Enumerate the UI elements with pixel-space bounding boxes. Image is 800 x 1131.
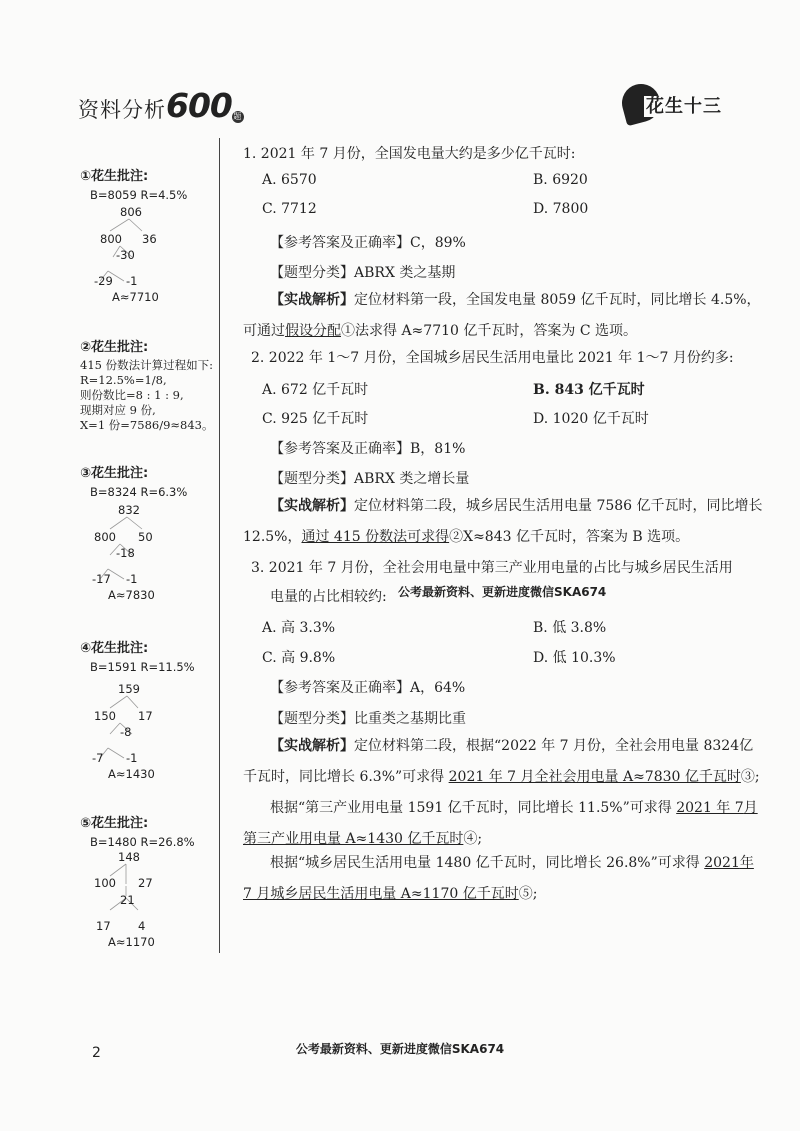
book-suffix: 题 bbox=[233, 112, 243, 121]
analysis-text: 亿千瓦时，同比增长 6.3%”可求得 bbox=[243, 738, 754, 785]
analysis-block bbox=[243, 491, 763, 553]
option-d: D. 7800 bbox=[533, 201, 589, 217]
analysis-underline: 年 7 月城乡居民生活用电量 A≈1170 亿千瓦时 bbox=[243, 855, 754, 902]
analysis-underline: 月第三产业用电量 A≈1430 亿千瓦时 bbox=[243, 800, 758, 847]
analysis-text: ⑤; bbox=[518, 886, 538, 902]
analysis-text: 增长 12.5%， bbox=[243, 498, 763, 545]
tree-node: -8 bbox=[120, 725, 132, 739]
book-title-text: 资料分析 bbox=[78, 98, 166, 122]
tree-result: A≈7710 bbox=[112, 290, 159, 304]
tree-node: -17 bbox=[92, 572, 111, 586]
tree-node: 21 bbox=[120, 893, 135, 907]
tree-node: 832 bbox=[118, 503, 140, 517]
analysis-text: 根据“第三产业用电量 1591 亿千瓦时，同比增长 11.5%”可求得 bbox=[270, 800, 677, 816]
option-b: B. 6920 bbox=[533, 172, 588, 188]
analysis-text: 可通过 bbox=[243, 323, 285, 339]
annotation-params: B=1480 R=26.8% bbox=[90, 835, 195, 849]
question-3-stem: 3. 2021 年 7 月份，全社会用电量中第三产业用电量的占比与城乡居民生活用 bbox=[251, 560, 733, 576]
option-c: C. 925 亿千瓦时 bbox=[262, 411, 369, 427]
calculation-tree bbox=[80, 850, 215, 950]
analysis-text: 根据“城乡居民生活用电量 1480 亿千瓦时，同比增长 26.8%”可求得 bbox=[270, 855, 705, 871]
annotation-line: X=1 份=7586/9≈843。 bbox=[80, 418, 214, 432]
analysis-label: 【实战解析】 bbox=[270, 292, 354, 308]
option-c: C. 7712 bbox=[262, 201, 317, 217]
answer-line: 【参考答案及正确率】C，89% bbox=[270, 235, 466, 251]
analysis-text: ④; bbox=[463, 831, 483, 847]
analysis-underline: 通过 415 份数法可求得 bbox=[301, 529, 450, 545]
analysis-block bbox=[243, 731, 763, 793]
tree-node: 27 bbox=[138, 876, 153, 890]
analysis-text: 定位材料第二段，城乡居民生活用电量 7586 亿千瓦时，同比 bbox=[354, 498, 735, 514]
tree-node: 17 bbox=[138, 709, 153, 723]
tree-node: 148 bbox=[118, 850, 140, 864]
analysis-underline: 假设分配 bbox=[285, 323, 341, 339]
tree-node: -29 bbox=[94, 274, 113, 288]
tree-node: 150 bbox=[94, 709, 116, 723]
category-line: 【题型分类】比重类之基期比重 bbox=[270, 711, 466, 727]
tree-node: -18 bbox=[116, 546, 135, 560]
answer-line: 【参考答案及正确率】B，81% bbox=[270, 441, 466, 457]
tree-node: 159 bbox=[118, 682, 140, 696]
tree-node: 800 bbox=[94, 530, 116, 544]
book-number: 600 bbox=[166, 86, 232, 125]
calculation-tree bbox=[80, 503, 215, 603]
page-number: 2 bbox=[92, 1045, 101, 1061]
tree-node: -1 bbox=[126, 572, 138, 586]
annotation-title: ②花生批注: bbox=[80, 340, 149, 355]
calculation-tree bbox=[80, 205, 215, 305]
answer-line: 【参考答案及正确率】A，64% bbox=[270, 680, 466, 696]
annotation-title: ⑤花生批注: bbox=[80, 816, 149, 831]
category-line: 【题型分类】ABRX 类之增长量 bbox=[270, 471, 470, 487]
column-divider bbox=[219, 138, 220, 953]
annotation-line: 则份数比=8 : 1 : 9, bbox=[80, 388, 184, 402]
tree-result: A≈1430 bbox=[108, 767, 155, 781]
tree-node: 17 bbox=[96, 919, 111, 933]
annotation-5 bbox=[80, 812, 215, 949]
option-d: D. 低 10.3% bbox=[533, 650, 616, 666]
annotation-params: B=1591 R=11.5% bbox=[90, 660, 195, 674]
analysis-text: 定位材料第一段，全国发电量 8059 亿千瓦时，同比增长 4.5%， bbox=[354, 292, 761, 308]
tree-node: -30 bbox=[116, 248, 135, 262]
tree-node: 36 bbox=[142, 232, 157, 246]
tree-node: -1 bbox=[126, 751, 138, 765]
analysis-label: 【实战解析】 bbox=[270, 498, 354, 514]
annotation-line: 现期对应 9 份, bbox=[80, 403, 156, 417]
annotation-4 bbox=[80, 637, 215, 781]
option-c: C. 高 9.8% bbox=[262, 650, 336, 666]
tree-result: A≈7830 bbox=[108, 588, 155, 602]
analysis-label: 【实战解析】 bbox=[270, 738, 354, 754]
analysis-underline: 2021 bbox=[704, 855, 740, 871]
tree-node: 50 bbox=[138, 530, 153, 544]
brand-name: 花生十三 bbox=[646, 96, 722, 117]
annotation-title: ①花生批注: bbox=[80, 169, 149, 184]
option-a: A. 6570 bbox=[262, 172, 317, 188]
annotation-3 bbox=[80, 462, 215, 602]
annotation-1 bbox=[80, 165, 215, 304]
tree-result: A≈1170 bbox=[108, 935, 155, 949]
option-b: B. 低 3.8% bbox=[533, 620, 607, 636]
option-b: B. 843 亿千瓦时 bbox=[533, 382, 645, 398]
annotation-2 bbox=[80, 336, 215, 433]
analysis-underline: 2021 年 7 bbox=[676, 800, 744, 816]
analysis-text: ③; bbox=[740, 769, 760, 785]
analysis-text: ①法求得 A≈7710 亿千瓦时，答案为 C 选项。 bbox=[341, 323, 637, 339]
option-a: A. 672 亿千瓦时 bbox=[262, 382, 369, 398]
question-1-stem: 1. 2021 年 7 月份，全国发电量大约是多少亿千瓦时: bbox=[243, 146, 576, 162]
calculation-tree bbox=[80, 682, 215, 782]
footer-watermark: 公考最新资料、更新进度微信SKA674 bbox=[295, 1042, 505, 1056]
tree-node: 4 bbox=[138, 919, 146, 933]
annotation-line: R=12.5%=1/8, bbox=[80, 373, 167, 387]
annotation-title: ③花生批注: bbox=[80, 466, 149, 481]
tree-node: 800 bbox=[100, 232, 122, 246]
analysis-underline: 2021 年 7 月全社会用电量 A≈7830 亿千瓦时 bbox=[448, 769, 741, 785]
tree-node: 100 bbox=[94, 876, 116, 890]
tree-node: -7 bbox=[92, 751, 104, 765]
annotation-line: 415 份数法计算过程如下: bbox=[80, 358, 213, 372]
tree-node: -1 bbox=[126, 274, 138, 288]
book-title bbox=[78, 86, 244, 125]
annotation-params: B=8324 R=6.3% bbox=[90, 485, 188, 499]
analysis-block bbox=[243, 793, 763, 855]
analysis-text: 定位材料第二段，根据“2022 年 7 月份，全社会用电量 8324 bbox=[354, 738, 740, 754]
category-line: 【题型分类】ABRX 类之基期 bbox=[270, 265, 456, 281]
option-d: D. 1020 亿千瓦时 bbox=[533, 411, 649, 427]
question-3-stem-cont: 电量的占比相较约: bbox=[270, 589, 387, 605]
question-2-stem: 2. 2022 年 1～7 月份，全国城乡居民生活用电量比 2021 年 1～7 月份约多: bbox=[251, 350, 734, 366]
analysis-block bbox=[243, 285, 763, 347]
annotation-params: B=8059 R=4.5% bbox=[90, 188, 188, 202]
tree-node: 806 bbox=[120, 205, 142, 219]
annotation-title: ④花生批注: bbox=[80, 641, 149, 656]
analysis-text: ②X≈843 亿千瓦时，答案为 B 选项。 bbox=[449, 529, 690, 545]
option-a: A. 高 3.3% bbox=[262, 620, 336, 636]
analysis-block bbox=[243, 848, 763, 910]
watermark: 公考最新资料、更新进度微信SKA674 bbox=[398, 585, 607, 599]
